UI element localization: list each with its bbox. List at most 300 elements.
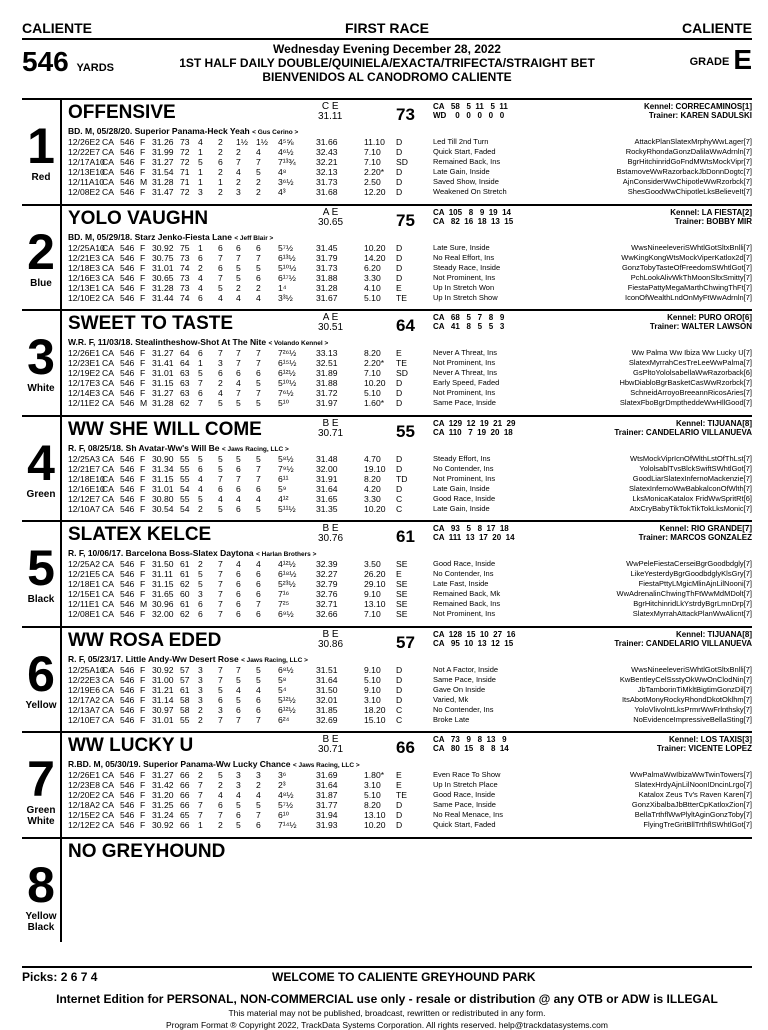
line-date: 12/18E10 (68, 473, 105, 484)
line-date: 12/26E2 (68, 137, 101, 147)
line-cls: TE (396, 790, 407, 800)
line-p1: 3 (198, 694, 203, 705)
line-odds: 10.20 (364, 503, 386, 514)
line-rem: Broke Late (433, 714, 470, 724)
line-date: 12/23E8 (68, 780, 101, 790)
line-time: 31.27 (152, 770, 174, 780)
line-date: 12/25A10 (68, 664, 105, 675)
line-rem: Up In Stretch Won (433, 282, 495, 292)
bet-types: 1ST HALF DAILY DOUBLE/QUINIELA/EXACTA/TRIFECTA/STRAIGHT BET (179, 56, 595, 70)
line-cond: F (140, 252, 146, 263)
line-p1: 7 (198, 790, 203, 800)
line-cond: F (140, 664, 146, 675)
line-p2: 7 (218, 599, 223, 609)
line-trk: CA (102, 810, 114, 820)
line-p3: 2 (236, 282, 241, 293)
career-stats (433, 630, 515, 648)
line-fin: 6¹²½ (278, 704, 296, 715)
line-p4: 5 (256, 674, 261, 685)
post-number: 5 (27, 540, 55, 596)
line-dist: 546 (120, 684, 135, 695)
line-dist: 546 (120, 674, 135, 685)
race-line (68, 187, 752, 197)
line-rem: Early Speed, Faded (433, 378, 500, 387)
line-p2: 3 (218, 704, 223, 715)
stats-line: CA 111 13 17 20 14 (433, 533, 515, 542)
line-order: FlyingTreGritBllTrthflSWhtlGot[7] (643, 820, 752, 829)
line-order: BgrHitchinridGoFndMWtsMockVipr[7] (627, 157, 752, 166)
line-rem: Not Prominent, Ins (433, 473, 496, 483)
line-time: 31.65 (152, 589, 174, 599)
trainer: Trainer: CANDELARIO VILLANUEVA (614, 638, 752, 648)
line-p1: 6 (198, 599, 203, 609)
line-cls: SE (396, 599, 408, 609)
line-rem: Up In Stretch Show (433, 292, 498, 302)
line-fin: 6¹³½ (278, 252, 296, 263)
grade-line: B E (322, 417, 339, 429)
line-p1: 3 (198, 674, 203, 685)
line-time: 30.75 (152, 252, 174, 263)
line-p1: 2 (198, 262, 203, 273)
line-rem: Not Prominent, Ins (433, 358, 496, 367)
kennel-trainer (614, 630, 752, 648)
line-cls: E (396, 569, 402, 579)
line-wt: 73 (180, 282, 190, 293)
line-wt: 66 (180, 820, 190, 830)
line-date: 12/18E1 (68, 579, 101, 589)
line-date: 12/19E6 (68, 684, 101, 695)
line-dist: 546 (120, 398, 135, 408)
line-dist: 546 (120, 262, 135, 273)
line-odds: 4.10 (364, 282, 381, 293)
line-trk: CA (102, 770, 114, 780)
line-fin: 6¹⁸½ (278, 569, 297, 579)
line-wt: 54 (180, 503, 190, 514)
line-order: LikeYesterdyBgrGoodbdglyKlsGry[7] (630, 569, 752, 578)
grade-block (318, 313, 343, 333)
line-fint: 31.89 (316, 368, 338, 378)
line-p1: 2 (198, 503, 203, 514)
grade-block (318, 208, 343, 228)
line-time: 30.90 (152, 453, 174, 464)
track-name-right: CALIENTE (682, 20, 752, 36)
line-time: 31.28 (152, 177, 174, 187)
line-order: SlatexHrdyAjnLilNoonIDncinLrgo[7] (634, 780, 752, 789)
line-p2: 2 (218, 147, 223, 157)
line-p4: 6 (256, 272, 261, 283)
line-dist: 546 (120, 704, 135, 715)
line-odds: 10.20 (364, 378, 386, 388)
line-p3: 4 (236, 684, 241, 695)
race-line (68, 177, 752, 187)
line-odds: 11.10 (364, 137, 385, 147)
line-odds: 1.60* (364, 398, 385, 408)
line-cls: D (396, 378, 403, 388)
line-wt: 55 (180, 463, 190, 474)
venue-greeting: BIENVENIDOS AL CANODROMO CALIENTE (262, 70, 512, 84)
line-cond: F (140, 147, 146, 157)
race-distance (22, 46, 114, 78)
line-trk: CA (102, 282, 114, 293)
line-cls: C (396, 704, 403, 715)
kennel-trainer (614, 419, 752, 437)
line-cls: SE (396, 559, 408, 569)
line-p1: 4 (198, 483, 203, 494)
line-p4: 6 (256, 569, 261, 579)
line-order: FiestaPttyLMgicMlinAjnLilNooni[7] (638, 579, 752, 588)
line-time: 31.24 (152, 810, 174, 820)
line-odds: 6.20 (364, 262, 381, 273)
line-time: 31.41 (152, 358, 174, 368)
line-p2: 5 (218, 770, 223, 780)
line-p3: 3 (236, 770, 241, 780)
race-line (68, 157, 752, 167)
pedigree (68, 548, 316, 558)
line-date: 12/17A10 (68, 157, 105, 167)
line-time: 30.92 (152, 820, 174, 830)
line-dist: 546 (120, 388, 135, 398)
line-p4: 5 (256, 453, 261, 464)
program-footer (22, 966, 752, 1030)
line-order: GsPltoYololsabellaWwRazorback[6] (633, 368, 752, 377)
career-stats (433, 313, 504, 331)
line-p3: 6 (236, 483, 241, 494)
line-dist: 546 (120, 242, 135, 253)
line-p2: 7 (218, 348, 223, 358)
line-cls: D (396, 664, 403, 675)
race-line (68, 263, 752, 273)
stats-line: CA 129 12 19 21 29 (433, 418, 516, 428)
line-fin: 5¹²½ (278, 694, 296, 705)
line-p1: 4 (198, 473, 203, 484)
race-line (68, 243, 752, 253)
line-wt: 62 (180, 398, 190, 408)
line-cond: F (140, 770, 146, 780)
line-dist: 546 (120, 252, 135, 263)
line-fint: 31.77 (316, 800, 338, 810)
line-cond: F (140, 358, 146, 368)
line-rem: Same Pace, Inside (433, 398, 496, 407)
line-wt: 72 (180, 187, 190, 197)
line-order: Katalox Zeus Tv's Raven Karen[7] (638, 790, 752, 799)
line-rem: Remained Back, Ins (433, 599, 501, 608)
line-p4: 4 (256, 292, 261, 303)
line-cls: D (396, 463, 403, 474)
line-p3: 5 (236, 453, 241, 464)
line-p4: 6 (256, 694, 261, 705)
line-time: 31.01 (152, 368, 174, 378)
race-line (68, 494, 752, 504)
line-cls: D (396, 147, 403, 157)
line-fint: 32.21 (316, 157, 338, 167)
line-time: 31.20 (152, 790, 174, 800)
line-time: 31.00 (152, 674, 174, 685)
line-odds: 26.20 (364, 569, 386, 579)
line-odds: 2.20* (364, 167, 385, 177)
line-p3: 5 (236, 820, 241, 830)
line-cond: M (140, 599, 148, 609)
line-p2: 5 (218, 503, 223, 514)
race-line (68, 675, 752, 685)
kennel-trainer (644, 102, 752, 120)
race-line (68, 378, 752, 388)
line-order: WwPeleFiestaCerseiBgrGoodbdgly[7] (626, 559, 752, 568)
line-p3: 6 (236, 503, 241, 514)
line-date: 12/23E1 (68, 358, 101, 368)
line-wt: 65 (180, 810, 190, 820)
post-position (22, 311, 62, 415)
line-p4: 4 (256, 147, 261, 157)
line-date: 12/26E1 (68, 348, 101, 358)
trainer: Trainer: MARCOS GONZALEZ (638, 533, 752, 542)
line-cond: F (140, 292, 146, 303)
line-cond: F (140, 810, 146, 820)
line-order: YololsablTvsBlckSwiftSWhtlGot[7] (639, 463, 752, 473)
line-p1: 1 (198, 242, 203, 253)
line-order: PchLookAlivWkThMoonSltxSmitty[7] (630, 272, 752, 282)
line-order: WwPalmaWwIbizaWwTwinTowers[7] (629, 770, 752, 779)
line-wt: 63 (180, 388, 190, 398)
line-date: 12/16E10 (68, 483, 105, 494)
line-fint: 32.69 (316, 714, 338, 725)
line-p3: 5 (236, 272, 241, 283)
line-rem: Quick Start, Faded (433, 147, 496, 156)
kennel-trainer (670, 208, 752, 226)
yards-label: YARDS (76, 62, 114, 74)
speed-score: 61 (396, 527, 415, 546)
grade-time: 30.51 (318, 322, 344, 333)
line-fint: 32.00 (316, 463, 338, 474)
line-p1: 4 (198, 272, 203, 283)
past-performances (68, 665, 752, 725)
line-time: 31.28 (152, 282, 174, 293)
line-cls: D (396, 398, 403, 408)
line-dist: 546 (120, 473, 135, 484)
line-order: WwsNineeleveriSWhtlGotSltxBnlli[7] (631, 664, 752, 674)
line-order: HbwDiabloBgrBasketCasWwRzorbck[7] (619, 378, 752, 387)
line-cond: F (140, 569, 146, 579)
line-trk: CA (102, 137, 114, 147)
line-wt: 63 (180, 378, 190, 388)
line-order: WtsMockViprIcnOfWlthLstOfThLst[7] (630, 453, 752, 463)
greyhound-name: WW LUCKY U (68, 735, 194, 756)
line-trk: CA (102, 187, 114, 197)
line-dist: 546 (120, 810, 135, 820)
line-wt: 62 (180, 579, 190, 589)
line-date: 12/21E7 (68, 463, 101, 474)
race-line (68, 137, 752, 147)
pedigree-text: BD. M, 05/28/20. Superior Panama-Heck Yeah (68, 126, 250, 136)
line-p2: 7 (218, 714, 223, 725)
line-cls: TD (396, 473, 408, 484)
line-cls: SE (396, 609, 408, 619)
line-order: WwsNineeleveriSWhtlGotSltxBnlli[7] (631, 242, 752, 252)
line-fint: 31.51 (316, 664, 338, 675)
line-fint: 32.27 (316, 569, 338, 579)
line-fint: 31.45 (316, 242, 338, 253)
line-p2: 4 (218, 292, 223, 303)
line-time: 31.99 (152, 147, 174, 157)
line-p3: 4 (236, 790, 241, 800)
line-date: 12/21E5 (68, 569, 101, 579)
stats-line: CA 110 7 19 20 18 (433, 427, 513, 437)
line-p1: 5 (198, 493, 203, 504)
line-p3: 5 (236, 800, 241, 810)
line-wt: 62 (180, 609, 190, 619)
post-color: Yellow (25, 699, 57, 711)
line-dist: 546 (120, 493, 135, 504)
line-fint: 31.88 (316, 378, 338, 388)
line-dist: 546 (120, 664, 135, 675)
line-cond: F (140, 559, 146, 569)
line-p2: 2 (218, 137, 223, 147)
race-line (68, 454, 752, 464)
line-p1: 7 (198, 780, 203, 790)
line-cls: TE (396, 292, 407, 303)
line-wt: 61 (180, 559, 190, 569)
line-p3: 7 (236, 157, 241, 167)
line-rem: Steady Effort, Ins (433, 453, 491, 463)
line-odds: 5.10 (364, 790, 381, 800)
past-performances (68, 559, 752, 619)
line-p1: 7 (198, 800, 203, 810)
line-rem: Good Race, Inside (433, 790, 496, 799)
post-position (22, 628, 62, 732)
line-p2: 7 (218, 473, 223, 484)
line-rem: Steady Race, Inside (433, 262, 501, 272)
line-order: GonzTobyTasteOfFreedomSWhtlGot[7] (621, 262, 752, 272)
line-order: Ww Palma Ww Ibiza Ww Lucky U[7] (631, 348, 752, 357)
line-cond: F (140, 463, 146, 474)
line-rem: Even Race To Show (433, 770, 501, 779)
line-rem: Late Sure, Inside (433, 242, 490, 252)
line-wt: 63 (180, 368, 190, 378)
line-rem: No Real Menace, Ins (433, 810, 504, 819)
line-p3: 3 (236, 187, 241, 197)
line-p2: 7 (218, 579, 223, 589)
line-rem: No Contender, Ins (433, 569, 494, 578)
line-odds: 13.10 (364, 810, 386, 820)
line-p2: 7 (218, 664, 223, 675)
line-p4: 2 (256, 282, 261, 293)
stats-line: WD 0 0 0 0 0 (433, 111, 505, 120)
line-cls: D (396, 674, 403, 685)
line-p1: 3 (198, 684, 203, 695)
line-wt: 58 (180, 704, 190, 715)
race-line (68, 283, 752, 293)
line-time: 31.11 (152, 569, 173, 579)
line-cls: SE (396, 579, 408, 589)
line-wt: 54 (180, 483, 190, 494)
post-color: Blue (30, 277, 52, 289)
line-rem: No Contender, Ins (433, 704, 494, 714)
race-line (68, 579, 752, 589)
line-rem: No Contender, Ins (433, 463, 494, 473)
line-fin: 4⁸½ (278, 790, 294, 800)
line-date: 12/10A7 (68, 503, 101, 514)
line-p1: 6 (198, 252, 203, 263)
line-p3: 6 (236, 569, 241, 579)
line-cond: F (140, 503, 146, 514)
line-wt: 66 (180, 790, 190, 800)
line-cls: SD (396, 157, 408, 167)
past-performances (68, 137, 752, 197)
line-rem: Varied, Mk (433, 694, 469, 704)
line-fint: 31.65 (316, 493, 338, 504)
pedigree (68, 126, 298, 136)
line-wt: 66 (180, 770, 190, 780)
line-cond: F (140, 674, 146, 685)
speed-score: 75 (396, 210, 415, 230)
line-cls: D (396, 187, 403, 197)
line-date: 12/11E1 (68, 599, 100, 609)
line-fin: 5⁸½ (278, 453, 294, 464)
line-cond: F (140, 157, 146, 167)
line-p1: 6 (198, 388, 203, 398)
yards-value: 546 (22, 46, 69, 77)
post-position (22, 733, 62, 837)
race-line (68, 589, 752, 599)
line-p2: 7 (218, 810, 223, 820)
program-copyright: Program Format ® Copyright 2022, TrackData Systems Corporation. All rights reserved. help@trackdatasystems.com (166, 1020, 608, 1030)
grade-block (318, 735, 343, 755)
line-trk: CA (102, 368, 114, 378)
greyhound-name: WW ROSA EDED (68, 629, 222, 651)
line-p4: 5 (256, 378, 261, 388)
line-trk: CA (102, 609, 114, 619)
line-cls: C (396, 493, 403, 504)
kennel: Kennel: RIO GRANDE[7] (659, 524, 752, 533)
line-p3: 5 (236, 398, 241, 408)
line-p3: 2 (236, 147, 241, 157)
line-rem: Never A Threat, Ins (433, 368, 498, 377)
kennel: Kennel: TIJUANA[8] (675, 418, 752, 428)
header-row (22, 20, 752, 40)
past-performances (68, 770, 752, 830)
pedigree-text: W.R. F, 11/03/18. Stealintheshow-Shot At The Nite (68, 337, 267, 347)
line-p3: 6 (236, 704, 241, 715)
line-odds: 12.20 (364, 187, 386, 197)
line-fin: 3⁶ (278, 770, 287, 780)
line-wt: 66 (180, 800, 190, 810)
line-p1: 5 (198, 453, 203, 464)
line-dist: 546 (120, 569, 135, 579)
line-odds: 9.10 (364, 664, 381, 675)
line-order: ItsAbotMonyRockyRhondDkotOklhm[7] (621, 694, 752, 704)
line-date: 12/11E2 (68, 398, 100, 408)
line-trk: CA (102, 664, 114, 675)
grade-block (318, 102, 342, 122)
line-dist: 546 (120, 272, 135, 283)
line-trk: CA (102, 358, 114, 368)
line-time: 30.54 (152, 503, 174, 514)
line-trk: CA (102, 800, 114, 810)
line-trk: CA (102, 348, 114, 358)
line-odds: 7.10 (364, 368, 381, 378)
kennel: Kennel: PURO ORO[6] (667, 313, 752, 322)
line-p3: 7 (236, 664, 241, 675)
line-odds: 2.20* (364, 358, 385, 368)
trainer: Trainer: VICENTE LOPEZ (656, 744, 752, 753)
line-p1: 6 (198, 292, 203, 303)
post-color: Green White (26, 805, 56, 827)
line-trk: CA (102, 503, 114, 514)
line-p3: 4 (236, 559, 241, 569)
line-p3: 1½ (236, 137, 248, 147)
line-p1: 4 (198, 137, 203, 147)
line-rem: Not A Factor, Inside (433, 664, 499, 674)
line-p2: 2 (218, 167, 223, 177)
